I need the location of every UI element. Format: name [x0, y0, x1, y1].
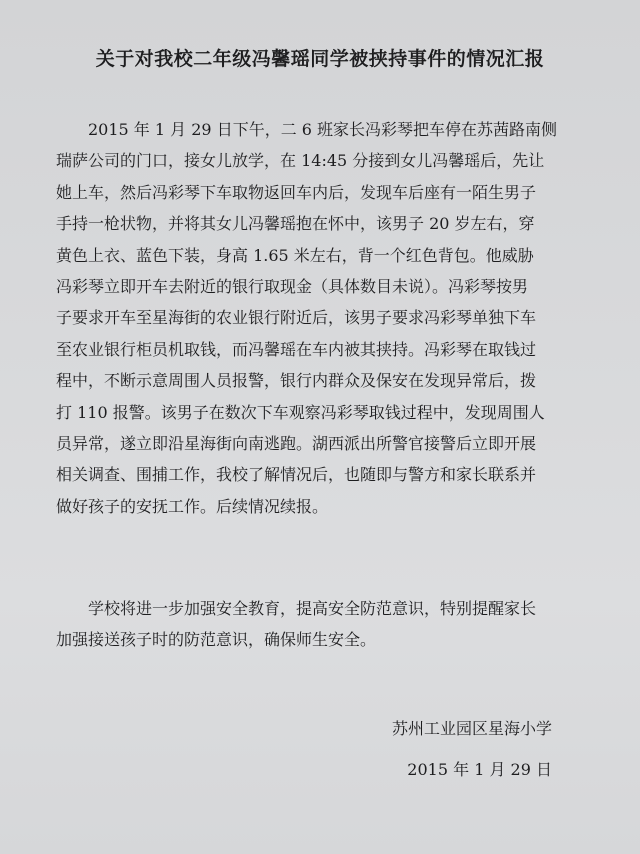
reminder-paragraph — [56, 593, 558, 656]
paragraph-line: 手持一枪状物，并将其女儿冯馨瑶抱在怀中，该男子 20 岁左右，穿 — [56, 214, 535, 234]
paragraph-line: 程中，不断示意周围人员报警，银行内群众及保安在发现异常后，拨 — [56, 371, 537, 391]
paragraph-line: 打 110 报警。该男子在数次下车观察冯彩琴取钱过程中，发现周围人 — [56, 402, 545, 422]
signature-date: 2015 年 1 月 29 日 — [407, 760, 552, 779]
paragraph-line: 做好孩子的安抚工作。后续情况续报。 — [56, 496, 329, 516]
paragraph-line: 她上车，然后冯彩琴下车取物返回车内后，发现车后座有一陌生男子 — [56, 182, 537, 202]
signature-school: 苏州工业园区星海小学 — [391, 719, 552, 738]
paragraph-line: 瑞萨公司的门口，接女儿放学，在 14:45 分接到女儿冯馨瑶后，先让 — [56, 151, 545, 171]
paragraph-line: 加强接送孩子时的防范意识，确保师生安全。 — [56, 630, 377, 650]
paragraph-line: 2015 年 1 月 29 日下午，二 6 班家长冯彩琴把车停在苏茜路南侧 — [88, 120, 558, 139]
paragraph-line: 相关调查、围捕工作，我校了解情况后，也随即与警方和家长联系并 — [56, 465, 537, 485]
paragraph-line: 员异常，遂立即沿星海街向南逃跑。湖西派出所警官接警后立即开展 — [56, 433, 537, 453]
document-title: 关于对我校二年级冯馨瑶同学被挟持事件的情况汇报 — [95, 48, 545, 70]
paragraph-line: 学校将进一步加强安全教育，提高安全防范意识，特别提醒家长 — [88, 599, 537, 618]
paragraph-line: 黄色上衣、蓝色下装，身高 1.65 米左右，背一个红色背包。他威胁 — [56, 245, 534, 265]
paragraph-line: 至农业银行柜员机取钱，而冯馨瑶在车内被其挟持。冯彩琴在取钱过 — [56, 339, 537, 359]
report-paragraph — [56, 114, 558, 522]
paragraph-line: 冯彩琴立即开车去附近的银行取现金（具体数目未说）。冯彩琴按男 — [56, 276, 529, 296]
paragraph-line: 子要求开车至星海街的农业银行附近后，该男子要求冯彩琴单独下车 — [56, 308, 537, 328]
